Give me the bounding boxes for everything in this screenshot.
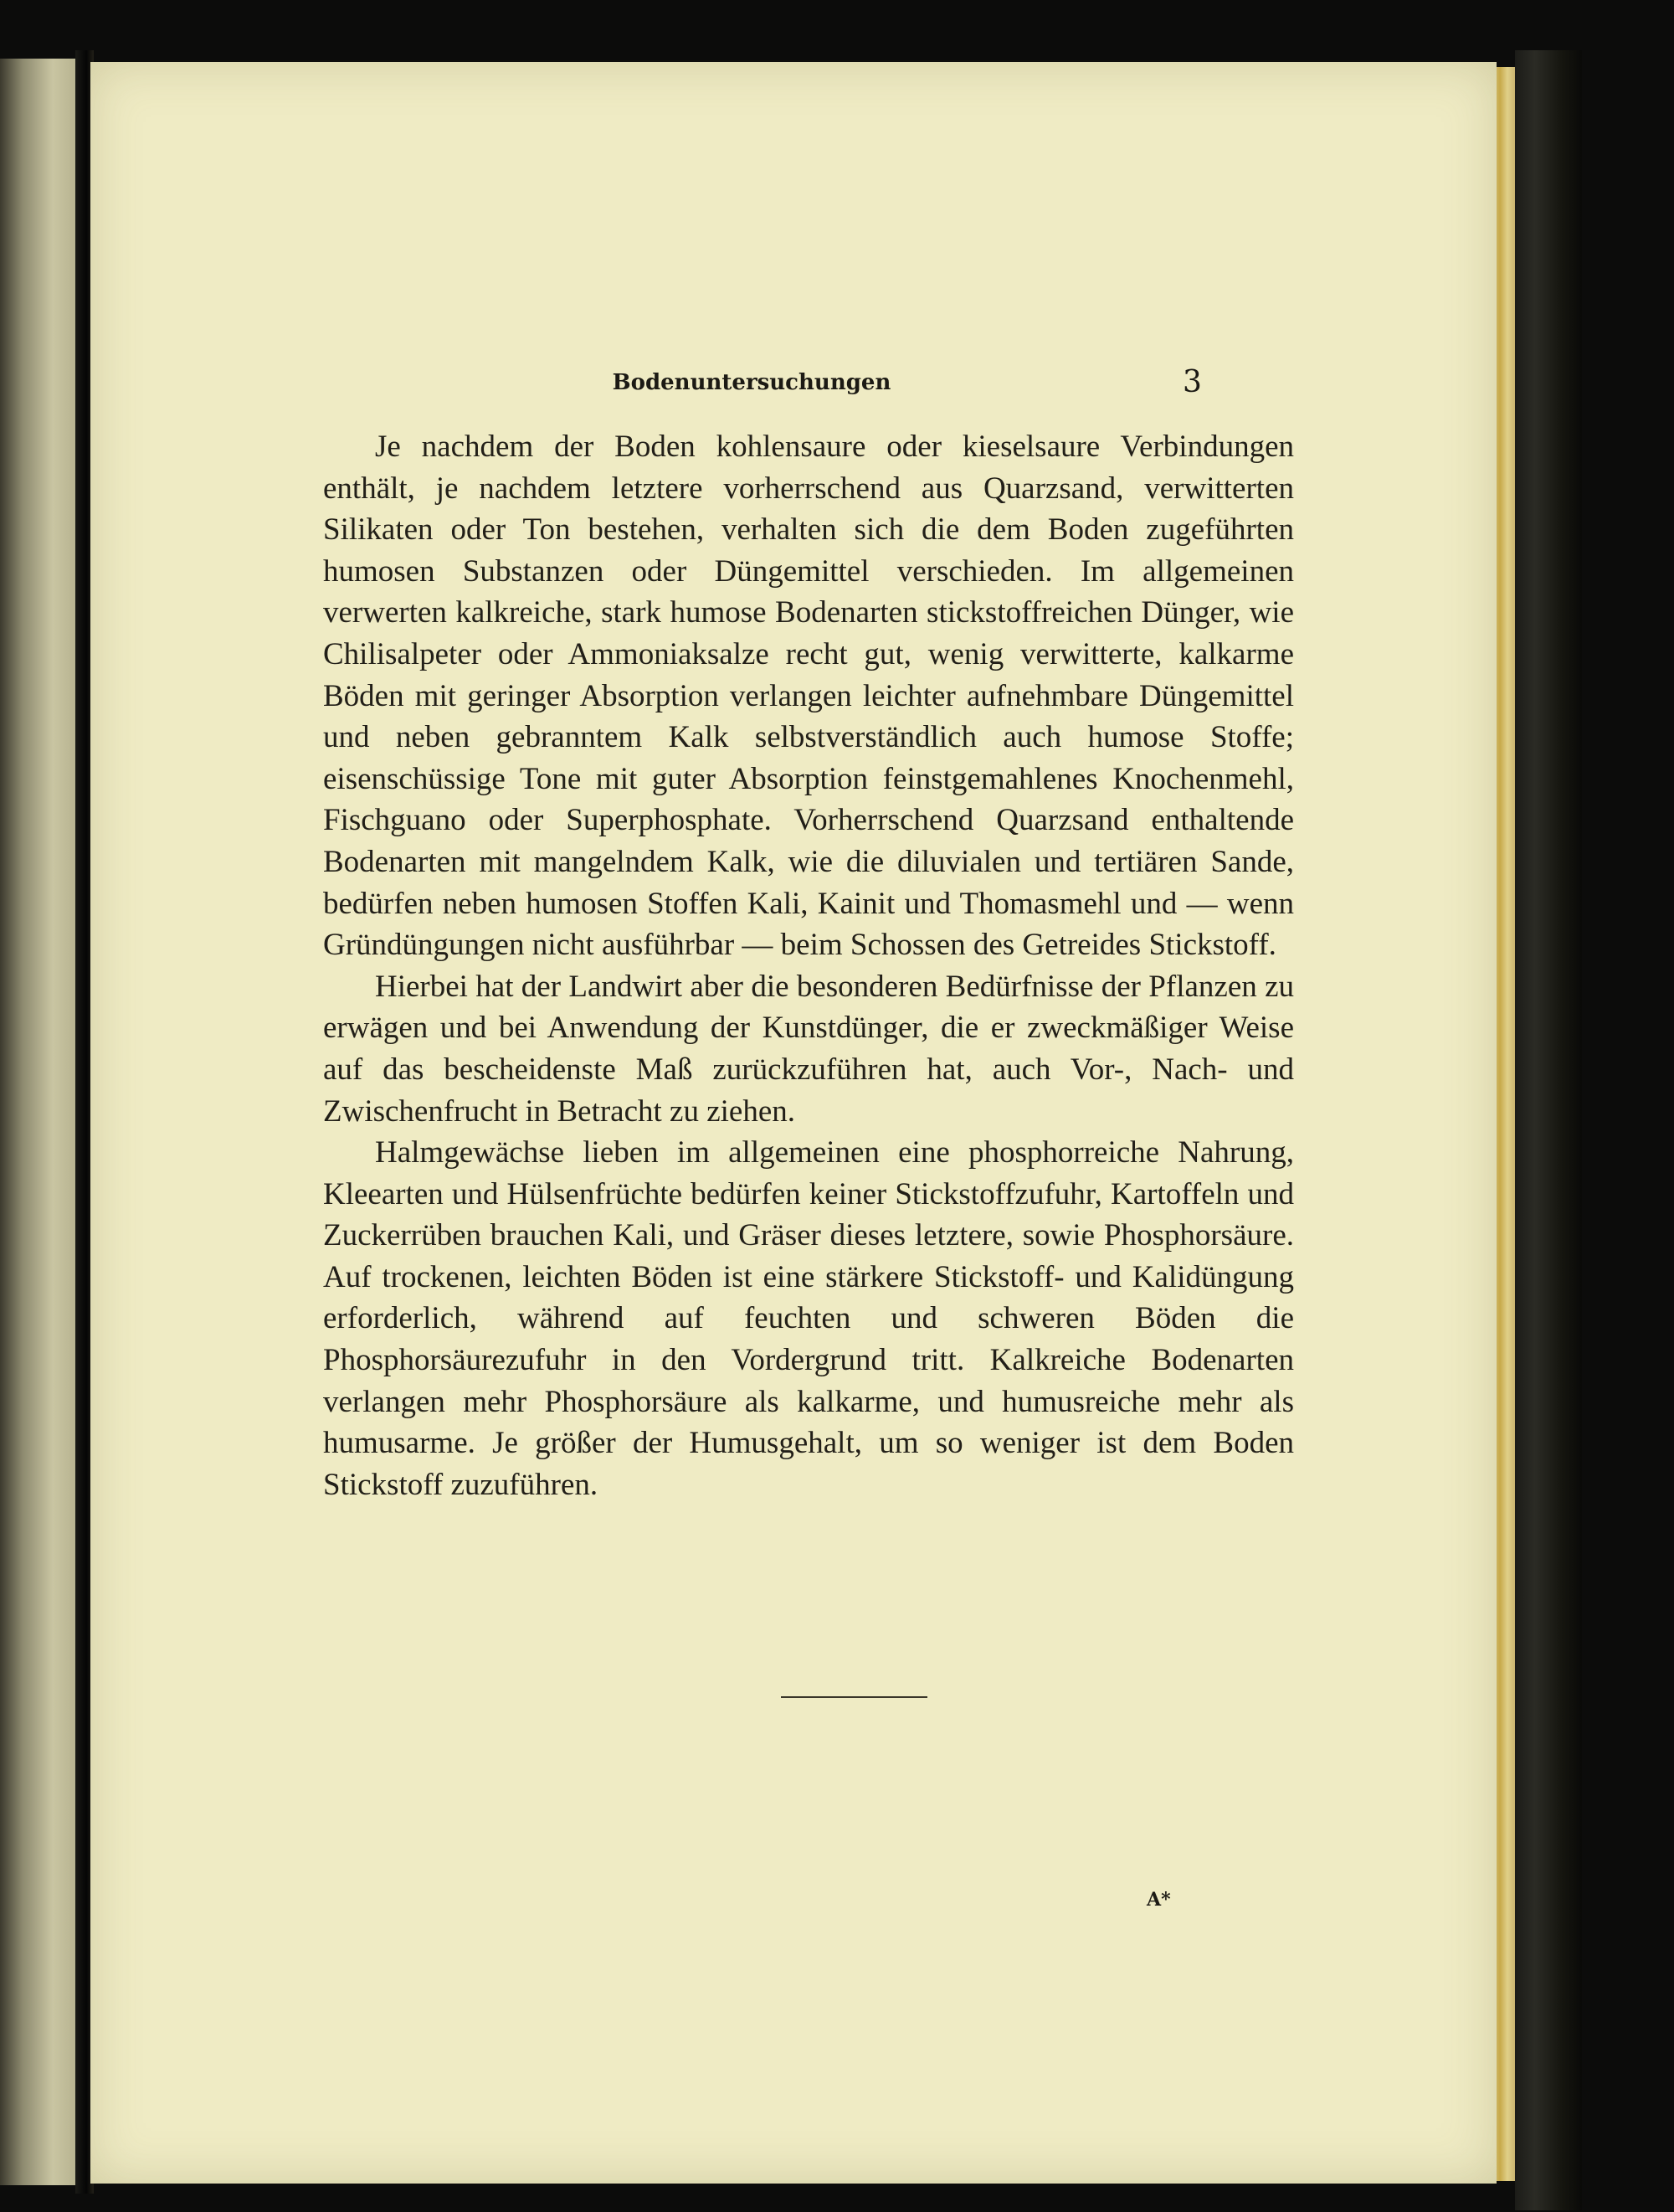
end-rule (781, 1696, 927, 1698)
signature-mark: A* (1147, 1889, 1171, 1911)
paragraph-2: Hierbei hat der Landwirt aber die besonderen Bedürfnisse der Pflanzen zu erwägen und bei Anwendung der Kunstdünger, die er zweckmäßiger Weise auf das bescheidenste Maß zurückzuführen hat, auch Vor-, Nach- und Zwischenfrucht in Betracht zu ziehen. (323, 969, 1294, 1129)
body-text (323, 426, 1294, 1505)
book-cover-edge (1515, 50, 1582, 2210)
running-title: Bodenuntersuchungen (612, 370, 891, 395)
running-head (90, 305, 1497, 399)
book-page (90, 62, 1497, 2184)
paragraph-3: Halmgewächse lieben im allgemeinen eine phosphorreiche Nahrung, Kleearten und Hülsenfrüchte bedürfen keiner Stickstoffzufuhr, Kartoffeln und Zuckerrüben brauchen Kali, und Gräser dieses letztere, sowie Phosphorsäure. Auf trockenen, leichten Böden ist eine stärkere Stickstoff- und Kalidüngung erforderlich, während auf feuchten und schweren Böden die Phosphorsäurezufuhr in den Vordergrund tritt. Kalkreiche Bodenarten verlangen mehr Phosphorsäure als kalkarme, und humusreiche mehr als humusarme. Je größer der Humusgehalt, um so weniger ist dem Boden Stickstoff zuzuführen. (323, 1135, 1294, 1502)
page-number: 3 (1183, 365, 1202, 399)
previous-page-edge (0, 59, 75, 2185)
paragraph-1: Je nachdem der Boden kohlensaure oder kieselsaure Verbindungen enthält, je nachdem letztere vorherrschend aus Quarzsand, verwitterten Silikaten oder Ton bestehen, verhalten sich die dem Boden zugeführten humosen Substanzen oder Düngemittel verschieden. Im allgemeinen verwerten kalkreiche, stark humose Bodenarten stickstoffreichen Dünger, wie Chilisalpeter oder Ammoniaksalze recht gut, wenig verwitterte, kalkarme Böden mit geringer Absorption verlangen leichter aufnehmbare Düngemittel und neben gebranntem Kalk selbstverständlich auch humose Stoffe; eisenschüssige Tone mit guter Absorption feinstgemahlenes Knochenmehl, Fischguano oder Superphosphate. Vorherrschend Quarzsand enthaltende Bodenarten mit mangelndem Kalk, wie die diluvialen und tertiären Sande, bedürfen neben humosen Stoffen Kali, Kainit und Thomasmehl und — wenn Gründüngungen nicht ausführbar — beim Schossen des Getreides Stickstoff. (323, 430, 1294, 963)
